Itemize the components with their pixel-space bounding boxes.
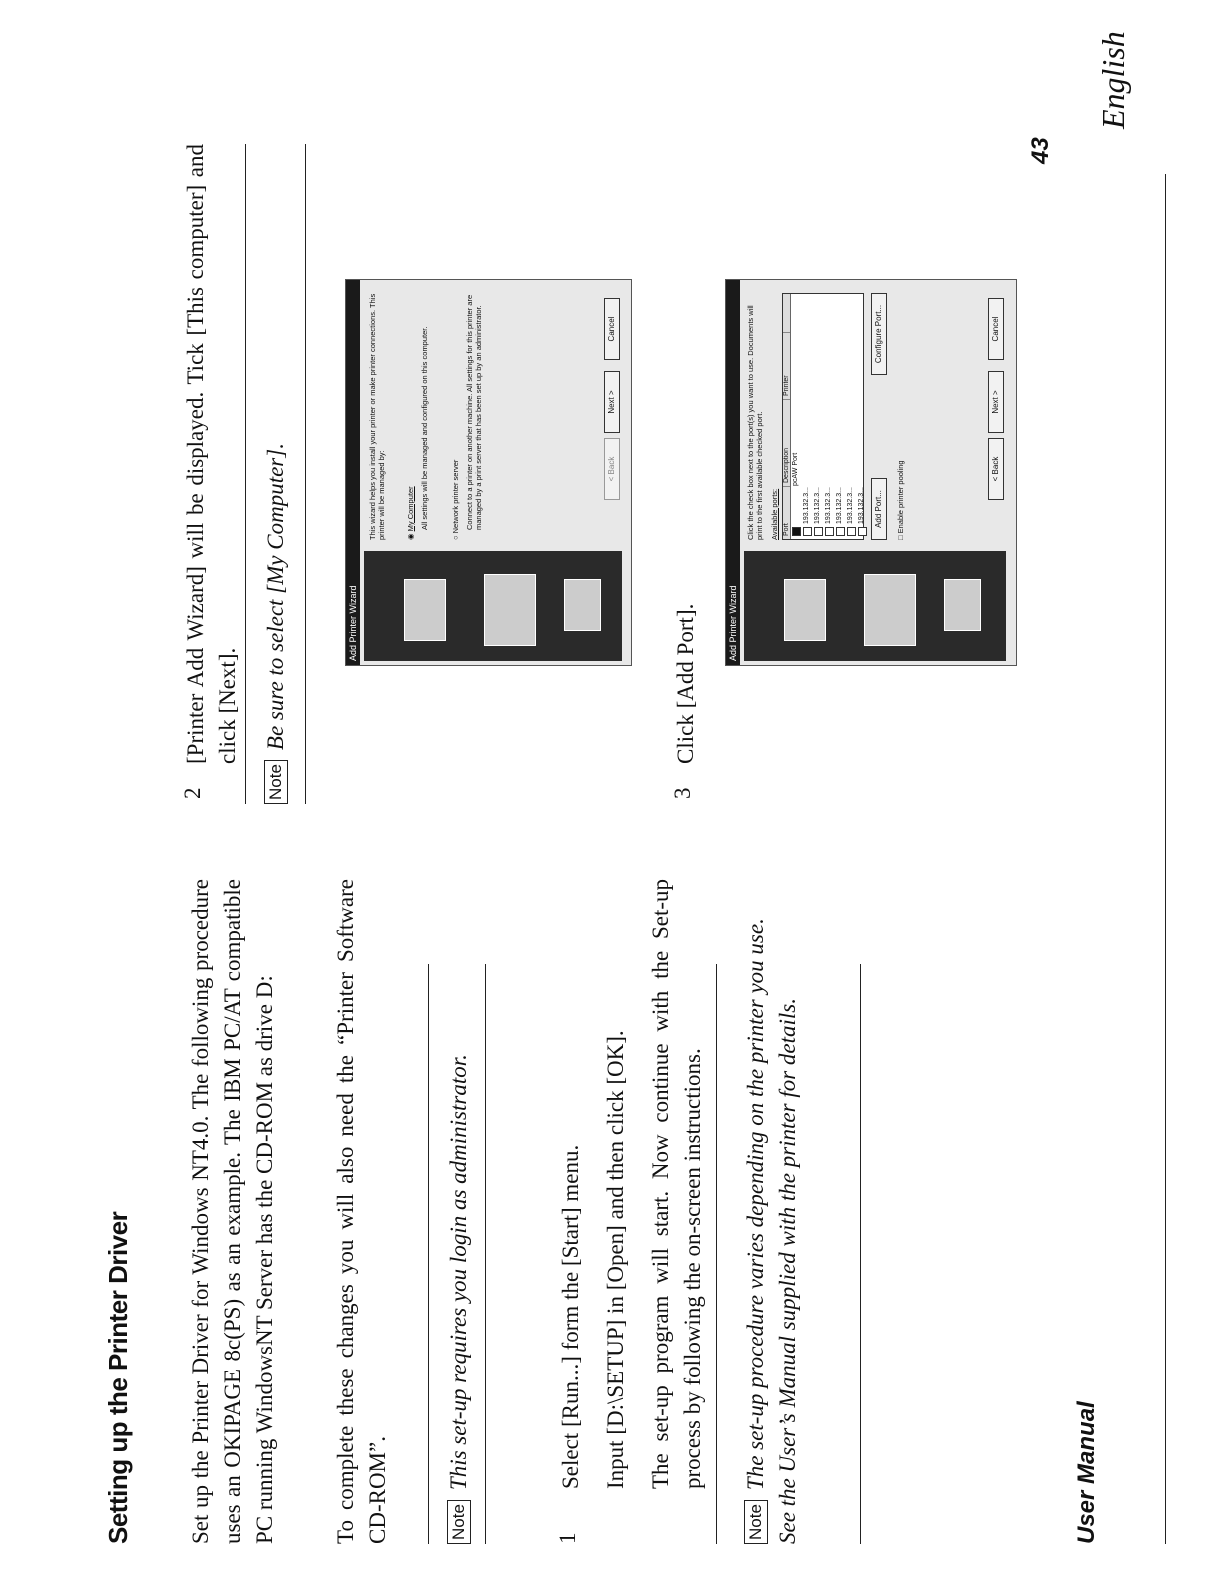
add-port-button[interactable]: Add Port... xyxy=(871,478,887,540)
footer-text: User Manual xyxy=(1073,1401,1100,1544)
option-description: All settings will be managed and configured on this computer. xyxy=(420,326,429,530)
back-button[interactable]: < Back xyxy=(988,438,1004,500)
printer-icon xyxy=(944,579,981,631)
note-badge: Note xyxy=(744,1500,768,1544)
radio-network-printer[interactable]: ○ Network printer server xyxy=(451,459,460,540)
divider xyxy=(860,964,861,1544)
port-cell: 193.132.3... xyxy=(825,487,832,524)
note-badge: Note xyxy=(447,1500,471,1544)
computer-icon xyxy=(404,579,446,641)
divider xyxy=(716,964,717,1544)
option-description: Connect to a printer on another machine. All settings for this printer are managed by a print server that has been set up by an administrator. xyxy=(465,294,483,530)
port-row[interactable] xyxy=(802,294,813,539)
port-cell: 193.132.3... xyxy=(858,487,865,524)
requirement-paragraph: To complete these changes you will also need the “Printer Software CD-ROM”. xyxy=(333,879,390,1544)
dialog-title: Add Printer Wizard xyxy=(346,280,360,665)
radio-my-computer[interactable]: ◉ My Computer xyxy=(406,486,415,540)
description-cell: pcAW Port xyxy=(792,452,799,486)
port-checkbox[interactable] xyxy=(792,527,801,536)
cancel-button[interactable]: Cancel xyxy=(604,298,620,360)
column-header: Printer xyxy=(783,332,790,399)
port-row[interactable] xyxy=(813,294,824,539)
divider xyxy=(485,964,486,1544)
wizard-illustration xyxy=(364,551,622,661)
next-button[interactable]: Next > xyxy=(988,371,1004,433)
step1-input-text: Input [D:\SETUP] in [Open] and then click [OK]. xyxy=(603,1030,628,1489)
dialog-title: Add Printer Wizard xyxy=(726,280,740,665)
port-checkbox[interactable] xyxy=(836,527,845,536)
section-title: Setting up the Printer Driver xyxy=(103,1211,133,1544)
port-cell: 193.132.3... xyxy=(814,487,821,524)
port-checkbox[interactable] xyxy=(803,527,812,536)
note-text: Be sure to select [My Computer]. xyxy=(263,443,288,751)
step-number: 1 xyxy=(555,1532,580,1544)
add-printer-wizard-ports-dialog xyxy=(725,279,1017,666)
port-checkbox[interactable] xyxy=(858,527,867,536)
pooling-checkbox[interactable]: □ Enable printer pooling xyxy=(896,460,905,540)
printer-icon xyxy=(564,579,601,631)
next-button[interactable]: Next > xyxy=(604,371,620,433)
radio-label: Network printer server xyxy=(451,459,460,534)
port-cell: 193.132.3... xyxy=(836,487,843,524)
note-text: The set-up procedure varies depending on the printer you use. See the User’s Manual supplied with the printer for details. xyxy=(743,918,800,1544)
divider xyxy=(428,964,429,1544)
ports-label: Available ports: xyxy=(770,488,779,540)
note-varies xyxy=(740,904,804,1544)
port-cell xyxy=(791,486,802,524)
ports-list[interactable] xyxy=(782,293,864,540)
cancel-button[interactable]: Cancel xyxy=(988,298,1004,360)
computer-icon xyxy=(784,579,826,641)
footer-rule xyxy=(1165,174,1166,1544)
wizard-illustration xyxy=(744,551,1006,661)
back-button[interactable]: < Back xyxy=(604,438,620,500)
radio-label: My Computer xyxy=(406,486,415,532)
language-label: English xyxy=(1095,31,1131,129)
port-cell: 193.132.3... xyxy=(803,487,810,524)
note-my-computer xyxy=(260,164,292,804)
configure-port-button[interactable]: Configure Port... xyxy=(871,293,887,375)
ports-list-header xyxy=(783,294,791,539)
column-header: Port xyxy=(783,486,790,539)
step-number: 3 xyxy=(670,787,695,799)
divider xyxy=(305,144,306,804)
step2-text: [Printer Add Wizard] will be displayed. Tick [This computer] and click [Next]. xyxy=(183,144,240,764)
note-text: This set-up requires you login as administrator. xyxy=(446,1054,471,1491)
printer-icon xyxy=(864,574,916,646)
port-cell: 193.132.3... xyxy=(847,487,854,524)
dialog-intro: Click the check box next to the port(s) you want to use. Documents will print to the first available checked port. xyxy=(746,305,764,540)
note-badge: Note xyxy=(264,760,288,804)
printer-icon xyxy=(484,574,536,646)
step-number: 2 xyxy=(180,787,205,799)
port-row[interactable] xyxy=(857,294,868,539)
intro-paragraph: Set up the Printer Driver for Windows NT4.0. The following procedure uses an OKIPAGE 8c(PS) as an example. The IBM PC/AT compatible PC running WindowsNT Server has the CD-ROM as drive D: xyxy=(188,879,277,1544)
port-row[interactable] xyxy=(846,294,857,539)
note-admin xyxy=(443,884,475,1544)
port-row[interactable] xyxy=(824,294,835,539)
port-checkbox[interactable] xyxy=(825,527,834,536)
port-checkbox[interactable] xyxy=(814,527,823,536)
divider xyxy=(245,144,246,804)
add-printer-wizard-dialog xyxy=(345,279,632,666)
step1-continue-text: The set-up program will start. Now continue with the Set-up process by following the on-screen instructions. xyxy=(648,879,705,1489)
port-row[interactable] xyxy=(791,294,802,539)
port-checkbox[interactable] xyxy=(847,527,856,536)
checkbox-label: Enable printer pooling xyxy=(896,460,905,534)
port-row[interactable] xyxy=(835,294,846,539)
column-header: Description xyxy=(783,399,790,486)
step3-text: Click [Add Port]. xyxy=(673,603,698,764)
step1-text: Select [Run...] form the [Start] menu. xyxy=(558,1144,583,1489)
page-number: 43 xyxy=(1027,137,1054,164)
dialog-intro: This wizard helps you install your printer or make printer connections. This printer will be managed by: xyxy=(368,293,386,540)
